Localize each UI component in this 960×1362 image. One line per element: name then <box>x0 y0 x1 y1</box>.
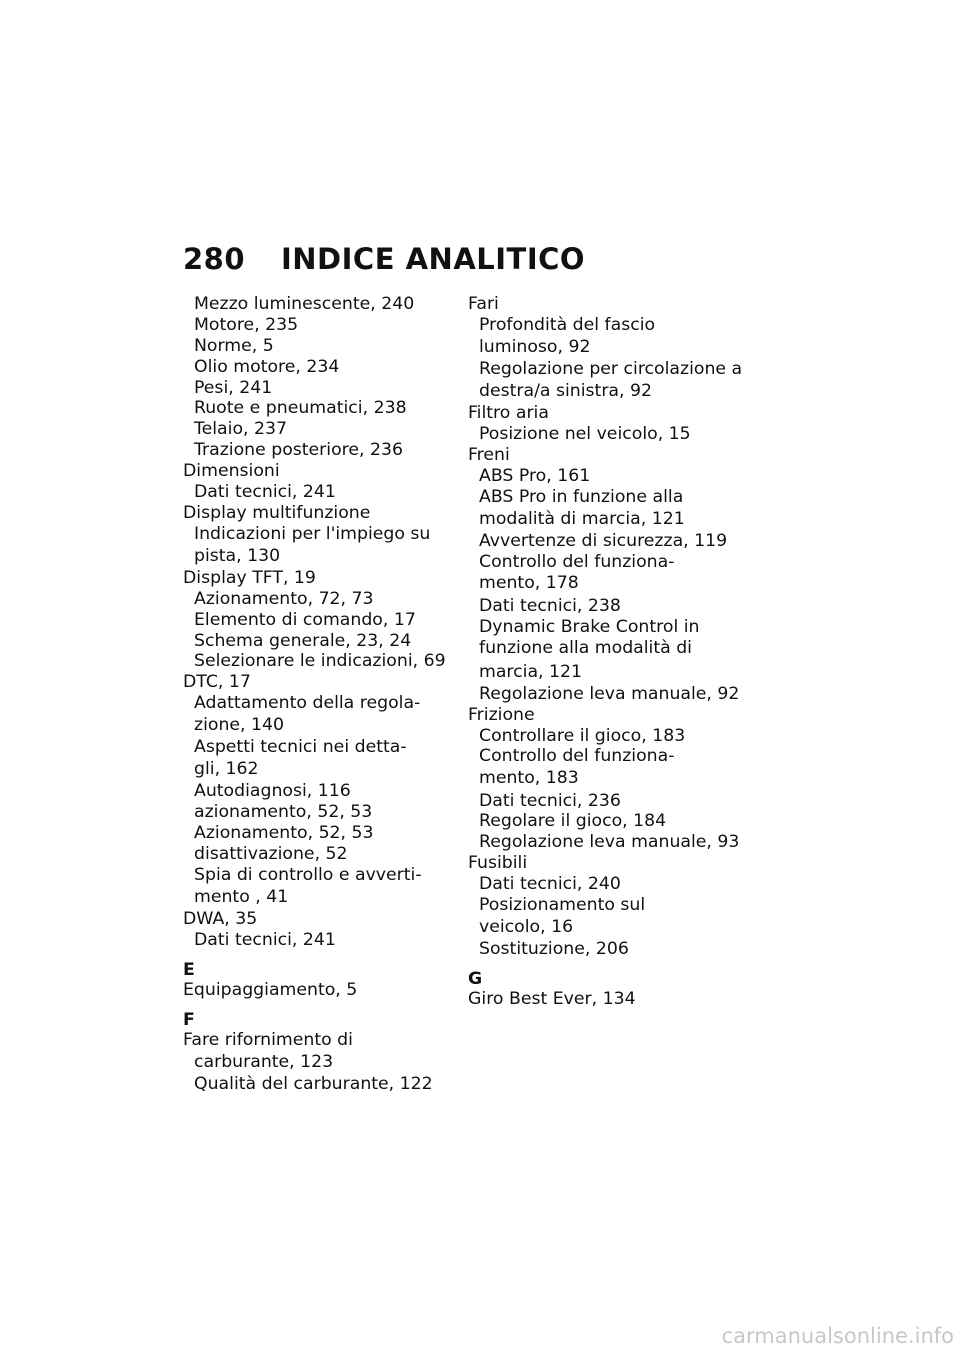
index-subentry: Dati tecnici, 238 <box>479 595 621 616</box>
index-subentry: Regolazione per circolazione a <box>479 358 743 379</box>
index-subentry: Olio motore, 234 <box>194 356 340 377</box>
index-subentry: Norme, 5 <box>194 335 274 356</box>
index-entry-continuation: carburante, 123 <box>194 1051 334 1072</box>
index-subentry: Selezionare le indicazioni, 69 <box>194 651 446 672</box>
page-header <box>183 242 585 276</box>
index-entry-continuation: mento, 178 <box>479 573 579 594</box>
index-subentry: Autodiagnosi, 116 <box>194 781 351 802</box>
index-subentry: Adattamento della regola- <box>194 693 421 714</box>
index-subentry: azionamento, 52, 53 <box>194 802 373 823</box>
index-subentry: Pesi, 241 <box>194 377 273 398</box>
index-entry-continuation: marcia, 121 <box>479 661 583 682</box>
index-subentry: ABS Pro, 161 <box>479 465 591 486</box>
index-entry: Fusibili <box>468 853 528 874</box>
index-letter-heading: F <box>183 1009 195 1030</box>
index-entry: DTC, 17 <box>183 672 251 693</box>
index-subentry: Sostituzione, 206 <box>479 939 629 960</box>
index-entry: Fari <box>468 294 499 314</box>
index-subentry: Spia di controllo e avverti- <box>194 864 422 885</box>
index-subentry: Regolazione leva manuale, 92 <box>479 683 740 704</box>
index-entry: Display TFT, 19 <box>183 567 316 588</box>
index-subentry: Posizionamento sul <box>479 895 646 916</box>
index-subentry: Azionamento, 52, 53 <box>194 823 374 844</box>
page-title: INDICE ANALITICO <box>281 242 586 276</box>
index-subentry: Controllo del funziona- <box>479 746 675 767</box>
index-entry: Dimensioni <box>183 461 280 482</box>
index-subentry: Profondità del fascio <box>479 314 656 335</box>
index-subentry: Indicazioni per l'impiego su <box>194 523 431 544</box>
index-subentry: ABS Pro in funzione alla <box>479 486 684 507</box>
index-subentry: Telaio, 237 <box>194 419 287 440</box>
index-entry-continuation: pista, 130 <box>194 545 281 566</box>
page-number: 280 <box>183 242 246 276</box>
index-subentry: Avvertenze di sicurezza, 119 <box>479 530 728 551</box>
index-entry: Freni <box>468 444 510 465</box>
index-subentry: Regolare il gioco, 184 <box>479 811 667 832</box>
index-subentry: Aspetti tecnici nei detta- <box>194 737 407 758</box>
index-entry-continuation: mento , 41 <box>194 886 289 907</box>
index-letter-heading: E <box>183 959 195 980</box>
index-entry: Fare rifornimento di <box>183 1029 353 1050</box>
index-entry-continuation: funzione alla modalità di <box>479 638 692 659</box>
index-subentry: Controllare il gioco, 183 <box>479 725 686 746</box>
index-subentry: Azionamento, 72, 73 <box>194 588 374 609</box>
index-subentry: Qualità del carburante, 122 <box>194 1073 433 1094</box>
index-entry: Giro Best Ever, 134 <box>468 988 636 1009</box>
index-subentry: Ruote e pneumatici, 238 <box>194 398 407 419</box>
index-subentry: Regolazione leva manuale, 93 <box>479 832 740 853</box>
index-entry-continuation: destra/a sinistra, 92 <box>479 380 652 401</box>
index-subentry: Elemento di comando, 17 <box>194 609 416 630</box>
index-entry: Display multifunzione <box>183 502 371 523</box>
index-column-right <box>468 294 758 1010</box>
index-subentry: Posizione nel veicolo, 15 <box>479 423 691 444</box>
index-subentry: Dati tecnici, 236 <box>479 790 621 811</box>
index-subentry: Dati tecnici, 240 <box>479 874 621 895</box>
index-entry: DWA, 35 <box>183 909 258 930</box>
index-subentry: Motore, 235 <box>194 314 299 335</box>
index-entry-continuation: zione, 140 <box>194 715 285 736</box>
index-subentry: Mezzo luminescente, 240 <box>194 294 415 314</box>
index-entry: Frizione <box>468 704 535 725</box>
index-subentry: Dati tecnici, 241 <box>194 929 336 950</box>
index-entry-continuation: modalità di marcia, 121 <box>479 508 685 529</box>
index-subentry: Schema generale, 23, 24 <box>194 630 412 651</box>
index-entry: Equipaggiamento, 5 <box>183 979 358 1000</box>
index-column-left <box>183 294 445 1095</box>
index-subentry: disattivazione, 52 <box>194 844 348 865</box>
index-subentry: Dynamic Brake Control in <box>479 616 700 637</box>
index-entry-continuation: luminoso, 92 <box>479 336 591 357</box>
watermark: carmanualsonline.info <box>721 1324 954 1348</box>
index-subentry: Controllo del funziona- <box>479 551 675 572</box>
index-entry-continuation: gli, 162 <box>194 759 259 780</box>
index-entry-continuation: mento, 183 <box>479 768 579 789</box>
index-subentry: Trazione posteriore, 236 <box>194 440 403 461</box>
index-subentry: Dati tecnici, 241 <box>194 482 336 503</box>
index-letter-heading: G <box>468 968 483 989</box>
index-entry: Filtro aria <box>468 403 549 424</box>
index-entry-continuation: veicolo, 16 <box>479 916 574 937</box>
